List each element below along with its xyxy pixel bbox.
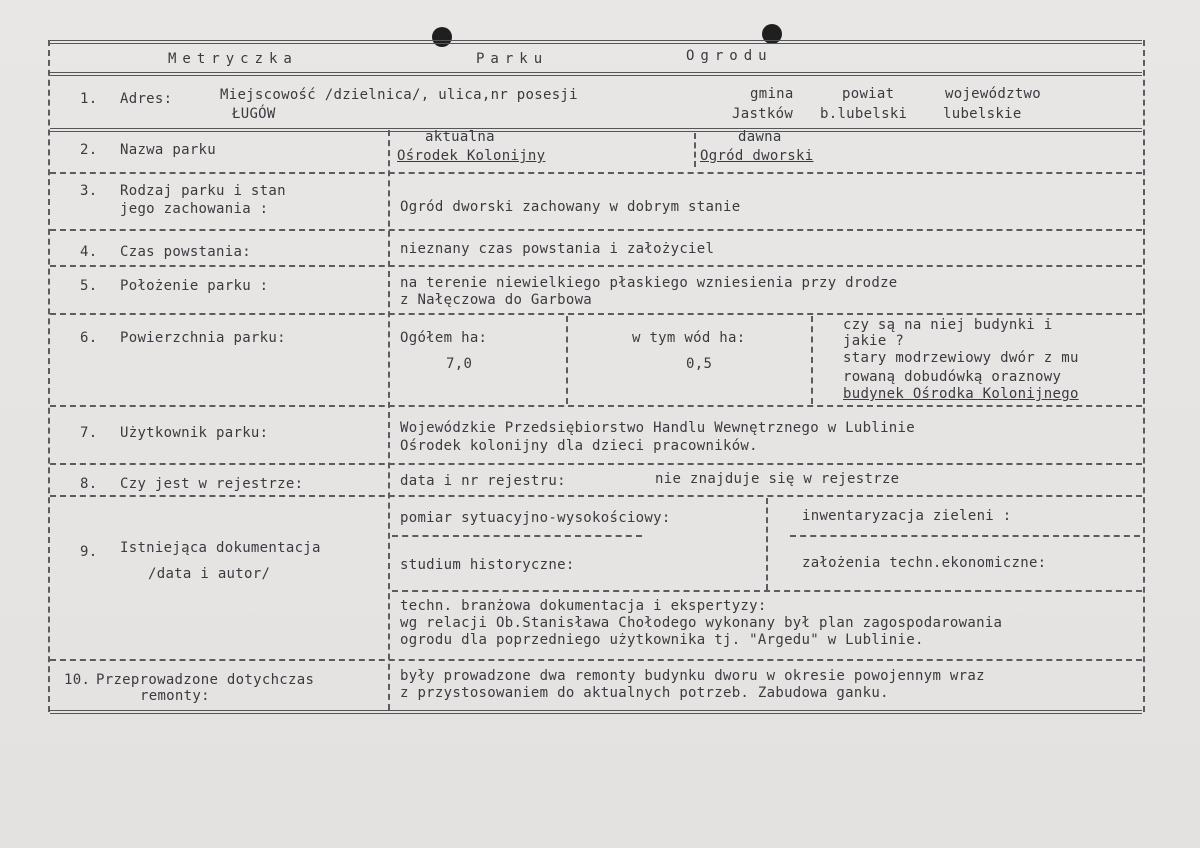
row7-divider [50, 463, 1142, 465]
row7-value-line2: Ośrodek kolonijny dla dzieci pracowników. [400, 438, 758, 454]
row6-water-value: 0,5 [686, 356, 713, 372]
row6-buildings-question-1: czy są na niej budynki i [843, 317, 1053, 333]
row5-label: Położenie parku : [120, 278, 269, 294]
row3-label-line1: Rodzaj parku i stan [120, 183, 286, 199]
row6-buildings-value-1: stary modrzewiowy dwór z mu [843, 350, 1079, 366]
row9-split [766, 498, 768, 590]
row5-value-line2: z Nałęczowa do Garbowa [400, 292, 593, 308]
row1-number: 1. [80, 91, 98, 107]
frame-top [50, 40, 1142, 44]
row6-water-caption: w tym wód ha: [632, 330, 746, 346]
header-divider [50, 72, 1142, 76]
row6-number: 6. [80, 330, 98, 346]
row7-label: Użytkownik parku: [120, 425, 269, 441]
row9-label-line1: Istniejąca dokumentacja [120, 540, 321, 556]
row8-divider [50, 495, 1142, 497]
row2-label: Nazwa parku [120, 142, 217, 158]
row1-label: Adres: [120, 91, 173, 107]
row2-former-caption: dawna [738, 129, 782, 145]
header-metryczka: Metryczka [168, 51, 298, 67]
row9-survey-caption: pomiar sytuacyjno-wysokościowy: [400, 510, 671, 526]
row9-tech-line1: wg relacji Ob.Stanisława Chołodego wykonany był plan zagospodarowania [400, 615, 1003, 631]
row1-powiat-caption: powiat [842, 86, 895, 102]
row5-number: 5. [80, 278, 98, 294]
row8-register-value: nie znajduje się w rejestrze [655, 471, 900, 487]
frame-right [1143, 40, 1145, 712]
row2-divider [50, 172, 1142, 174]
row1-locality-caption: Miejscowość /dzielnica/, ulica,nr posesji [220, 87, 578, 103]
row2-split [694, 133, 696, 167]
frame-bottom [50, 710, 1142, 714]
row3-value: Ogród dworski zachowany w dobrym stanie [400, 199, 741, 215]
row6-split-2 [811, 316, 813, 404]
row3-number: 3. [80, 183, 98, 199]
row1-powiat-value: b.lubelski [820, 106, 908, 122]
row1-voivodeship-caption: województwo [945, 86, 1042, 102]
row6-divider [50, 405, 1142, 407]
row6-buildings-value-2: rowaną dobudówką oraznowy [843, 369, 1062, 385]
row3-divider [50, 229, 1142, 231]
label-value-separator [388, 130, 390, 710]
row10-label-line1: Przeprowadzone dotychczas [96, 672, 315, 688]
row2-former-value: Ogród dworski [700, 148, 814, 164]
row2-current-caption: aktualna [425, 129, 495, 145]
row6-label: Powierzchnia parku: [120, 330, 286, 346]
row6-buildings-value-3: budynek Ośrodka Kolonijnego [843, 386, 1079, 402]
row2-current-value: Ośrodek Kolonijny [397, 148, 546, 164]
row6-total-value: 7,0 [446, 356, 473, 372]
row7-number: 7. [80, 425, 98, 441]
row9-study-caption: studium historyczne: [400, 557, 575, 573]
row9-inner-divider-left [392, 535, 642, 537]
row9-tech-caption: techn. branżowa dokumentacja i ekspertyzy: [400, 598, 767, 614]
row9-number: 9. [80, 544, 98, 560]
row8-register-caption: data i nr rejestru: [400, 473, 566, 489]
row1-locality-value: ŁUGÓW [232, 106, 276, 122]
frame-left [48, 40, 50, 712]
row4-value: nieznany czas powstania i założyciel [400, 241, 715, 257]
row6-buildings-question-2: jakie ? [843, 333, 905, 349]
row1-gmina-caption: gmina [750, 86, 794, 102]
row5-divider [50, 313, 1142, 315]
header-ogrodu: Ogrodu [686, 48, 773, 64]
row2-number: 2. [80, 142, 98, 158]
row4-number: 4. [80, 244, 98, 260]
row4-label: Czas powstania: [120, 244, 251, 260]
row3-label-line2: jego zachowania : [120, 201, 269, 217]
row9-label-line2: /data i autor/ [148, 566, 271, 582]
punch-hole-left [432, 27, 452, 47]
row6-split-1 [566, 316, 568, 404]
row10-value-line1: były prowadzone dwa remonty budynku dworu w okresie powojennym wraz [400, 668, 985, 684]
row5-value-line1: na terenie niewielkiego płaskiego wzniesienia przy drodze [400, 275, 898, 291]
row9-assumptions-caption: założenia techn.ekonomiczne: [802, 555, 1047, 571]
row9-inventory-caption: inwentaryzacja zieleni : [802, 508, 1012, 524]
row9-inner-divider-right [790, 535, 1140, 537]
row8-number: 8. [80, 476, 98, 492]
row10-value-line2: z przystosowaniem do aktualnych potrzeb. Zabudowa ganku. [400, 685, 889, 701]
row1-voivodeship-value: lubelskie [943, 106, 1022, 122]
row7-value-line1: Wojewódzkie Przedsiębiorstwo Handlu Wewnętrznego w Lublinie [400, 420, 915, 436]
row4-divider [50, 265, 1142, 267]
row10-label-line2: remonty: [140, 688, 210, 704]
row9-tech-line2: ogrodu dla poprzedniego użytkownika tj. "Argedu" w Lublinie. [400, 632, 924, 648]
row9-inner-divider-2 [392, 590, 1142, 592]
header-parku: Parku [476, 51, 549, 67]
row8-label: Czy jest w rejestrze: [120, 476, 304, 492]
row9-divider [50, 659, 1142, 661]
row1-gmina-value: Jastków [732, 106, 794, 122]
row6-total-caption: Ogółem ha: [400, 330, 488, 346]
row10-number: 10. [64, 672, 91, 688]
row1-divider [50, 128, 1142, 132]
